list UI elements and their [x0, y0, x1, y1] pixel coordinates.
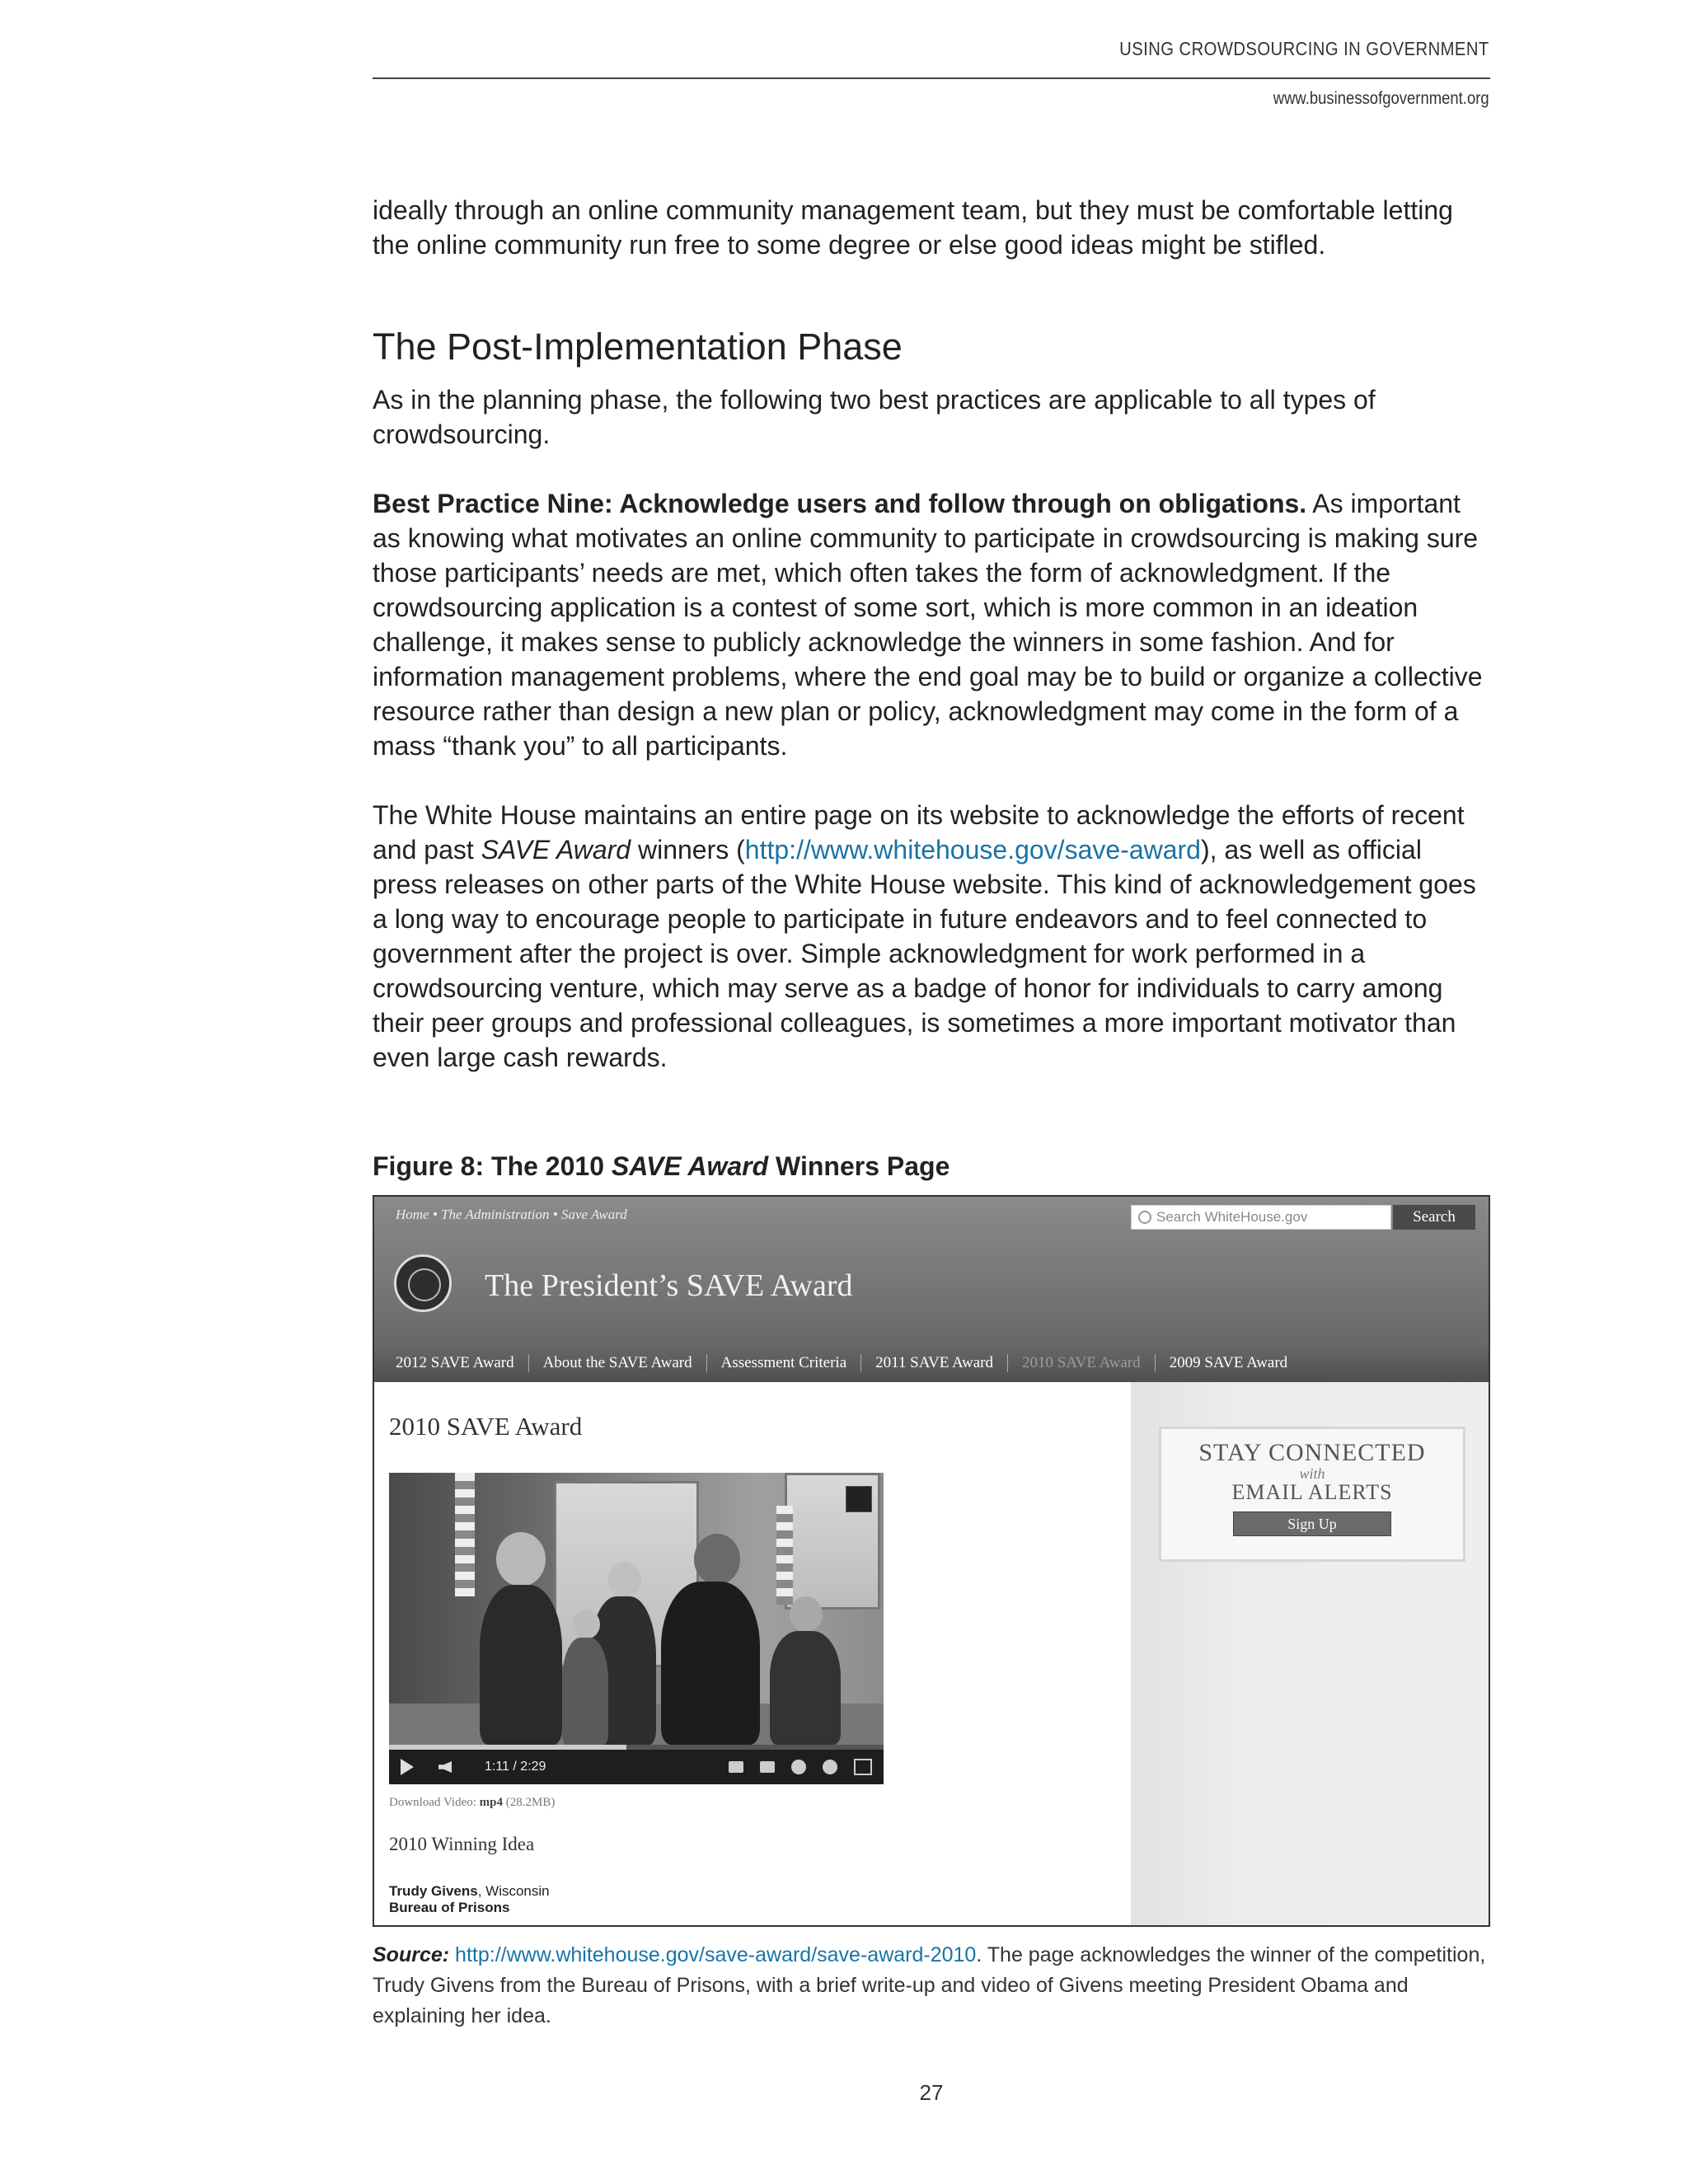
section-heading: The Post-Implementation Phase: [373, 326, 903, 368]
video-badge-icon: [846, 1486, 872, 1512]
winner-org: Bureau of Prisons: [389, 1900, 510, 1915]
nav-separator: [528, 1354, 529, 1372]
site-title: The President’s SAVE Award: [485, 1268, 853, 1303]
best-practice-label: Best Practice Nine: Acknowledge users and follow through on obligations.: [373, 489, 1307, 518]
search-button[interactable]: Search: [1393, 1205, 1475, 1230]
video-person-head: [496, 1532, 546, 1586]
figure-title-italic: SAVE Award: [611, 1151, 769, 1181]
download-label: Download Video:: [389, 1796, 480, 1809]
video-person: [661, 1582, 760, 1745]
nav-item-criteria[interactable]: Assessment Criteria: [720, 1353, 847, 1371]
nav-item-about[interactable]: About the SAVE Award: [542, 1353, 692, 1371]
nav-separator: [706, 1354, 707, 1372]
video-person: [562, 1638, 608, 1745]
sign-up-button[interactable]: Sign Up: [1233, 1511, 1391, 1536]
best-practice-text: As important as knowing what motivates an online community to participate in crowdsourcing is making sure those participants’ needs are met, which often takes the form of acknowledgment. If the crowdsourcing application is a contest of some sort, which is more common in an ideation challenge, it makes sense to publicly acknowledge the winners in some fashion. And for information management problems, where the end goal may be to build or organize a collective resource rather than design a new plan or policy, acknowledgment may come in the form of a mass “thank you” to all participants.: [373, 489, 1483, 761]
winner-state: , Wisconsin: [477, 1883, 550, 1899]
site-header: [374, 1197, 1489, 1382]
wh-para-part2: winners (: [631, 835, 745, 865]
comment-icon[interactable]: [729, 1761, 743, 1773]
section-lead: [373, 382, 1490, 452]
fullscreen-icon[interactable]: [854, 1759, 872, 1775]
intro-text: ideally through an online community management team, but they must be comfortable letting the online community run free to some degree or else good ideas might be stifled.: [373, 195, 1453, 260]
video-player[interactable]: [389, 1473, 884, 1784]
sidebar: [1131, 1382, 1490, 1927]
figure-screenshot: [373, 1195, 1490, 1927]
stay-connected-label: STAY CONNECTED: [1198, 1439, 1426, 1466]
download-size: (28.2MB): [503, 1796, 556, 1809]
download-video: [389, 1796, 555, 1810]
nav-separator: [1155, 1354, 1156, 1372]
video-current-time: 1:11: [485, 1760, 509, 1774]
caption-source-label: Source:: [373, 1943, 450, 1966]
winner-name: Trudy Givens: [389, 1883, 478, 1899]
volume-icon[interactable]: [438, 1761, 452, 1773]
stay-connected-box: [1159, 1427, 1465, 1562]
nav-item-2012[interactable]: 2012 SAVE Award: [396, 1353, 514, 1371]
header-rule: [373, 77, 1490, 79]
video-person-head: [790, 1596, 823, 1633]
wh-para-italic: SAVE Award: [481, 835, 631, 865]
winning-idea-heading: 2010 Winning Idea: [389, 1834, 535, 1854]
best-practice-paragraph: [373, 486, 1490, 763]
video-person-head: [572, 1610, 600, 1639]
video-person: [770, 1631, 841, 1745]
presidential-seal-icon: [394, 1254, 452, 1312]
intro-paragraph: [373, 193, 1490, 262]
breadcrumb[interactable]: Home • The Administration • Save Award: [396, 1207, 627, 1222]
page-number: 27: [919, 2080, 944, 2105]
nav-separator: [1007, 1354, 1008, 1372]
wh-para-part1: The White House maintains an entire page on its website to acknowledge the efforts of recent and past: [373, 800, 1465, 865]
nav-separator: [860, 1354, 861, 1372]
winner-info: [389, 1883, 550, 1916]
search-input[interactable]: [1131, 1205, 1391, 1230]
video-flag: [455, 1473, 475, 1596]
caption-source-link[interactable]: http://www.whitehouse.gov/save-award/save-award-2010: [455, 1943, 977, 1966]
video-person-head: [608, 1562, 641, 1598]
search-icon: [1138, 1211, 1151, 1224]
video-total-time: / 2:29: [513, 1760, 546, 1774]
captions-icon[interactable]: [760, 1761, 775, 1773]
figure-caption: [373, 1940, 1490, 2032]
wh-para-part3: ), as well as official press releases on other parts of the White House website. This kind of acknowledgement goes a long way to encourage people to participate in future endeavors and to feel connected to government after the project is over. Simple acknowledgment for work performed in a crowdsourcing venture, which may serve as a badge of honor for individuals to carry among their peer groups and professional colleagues, is sometimes a more important motivator than even large cash rewards.: [373, 835, 1476, 1072]
figure-title-suffix: Winners Page: [768, 1151, 950, 1181]
nav-item-2011[interactable]: 2011 SAVE Award: [875, 1353, 994, 1371]
figure-title: [373, 1151, 950, 1182]
video-person: [480, 1585, 562, 1745]
figure-title-prefix: Figure 8: The 2010: [373, 1151, 612, 1181]
nav-item-2010-active[interactable]: 2010 SAVE Award: [1022, 1353, 1141, 1371]
download-link[interactable]: mp4: [479, 1796, 503, 1809]
play-icon[interactable]: [401, 1759, 414, 1775]
video-flag: [776, 1506, 793, 1605]
nav-item-2009[interactable]: 2009 SAVE Award: [1169, 1353, 1288, 1371]
video-controls: [389, 1750, 884, 1784]
main-content: [374, 1382, 1131, 1927]
gear-icon[interactable]: [791, 1760, 806, 1774]
video-frame: [389, 1473, 884, 1745]
site-nav: [374, 1343, 1489, 1382]
header-url[interactable]: www.businessofgovernment.org: [1273, 89, 1489, 108]
video-person-head: [694, 1534, 740, 1585]
video-right-controls: [729, 1759, 872, 1775]
running-title: USING CROWDSOURCING IN GOVERNMENT: [1119, 38, 1489, 59]
caption-text: . The page acknowledges the winner of the competition, Trudy Givens from the Bureau of Prisons, with a brief write-up and video of Givens meeting President Obama and explaining her idea.: [373, 1943, 1486, 2027]
search-placeholder: Search WhiteHouse.gov: [1156, 1209, 1308, 1225]
email-alerts-label: EMAIL ALERTS: [1231, 1480, 1393, 1504]
white-house-paragraph: [373, 798, 1490, 1075]
page-heading: 2010 SAVE Award: [389, 1412, 583, 1441]
section-lead-text: As in the planning phase, the following two best practices are applicable to all types of crowdsourcing.: [373, 385, 1376, 449]
save-award-link[interactable]: http://www.whitehouse.gov/save-award: [744, 835, 1201, 865]
clock-icon[interactable]: [823, 1760, 837, 1774]
with-label: with: [1299, 1465, 1325, 1482]
